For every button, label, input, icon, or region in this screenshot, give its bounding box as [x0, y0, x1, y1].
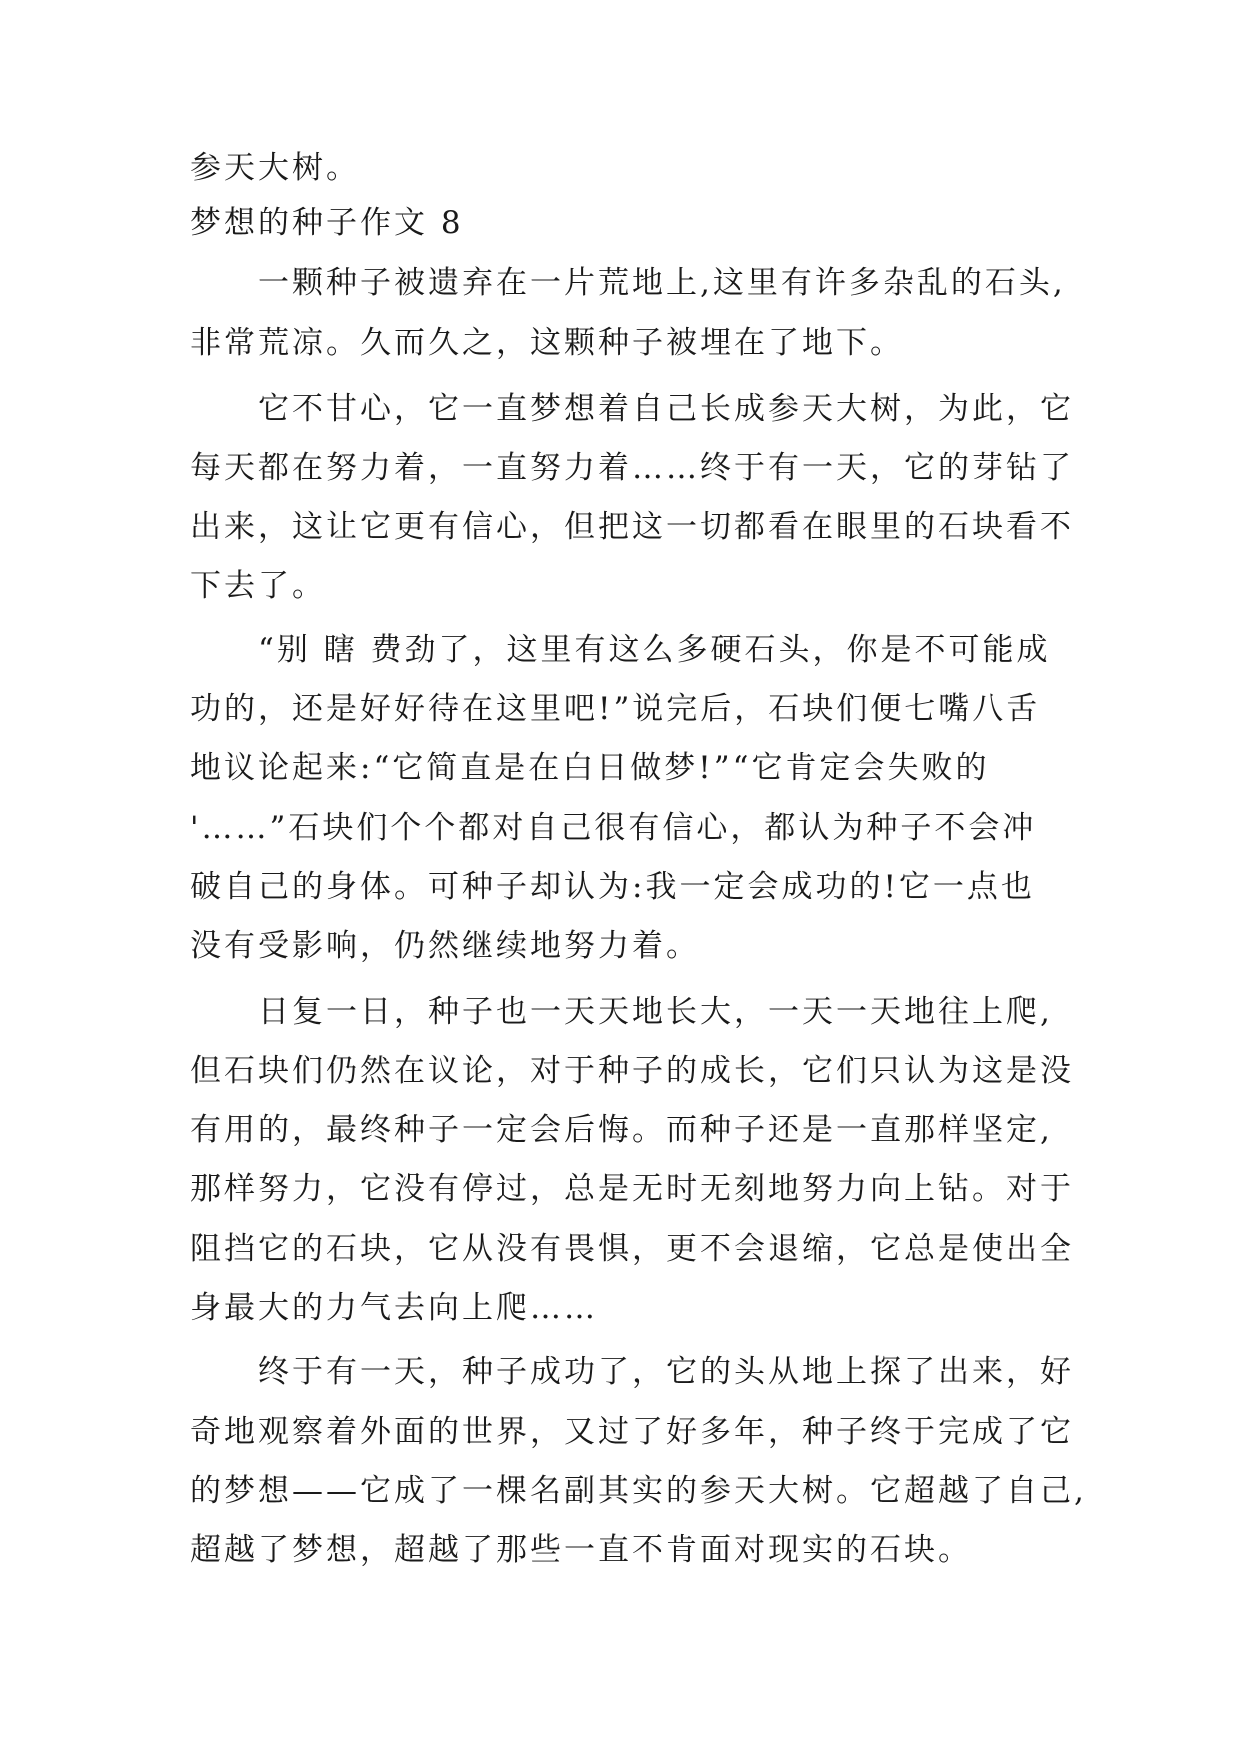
text-line: 超越了梦想，超越了那些一直不肯面对现实的石块。 — [190, 1532, 972, 1568]
text-line: 终于有一天，种子成功了，它的头从地上探了出来，好 — [258, 1354, 1074, 1390]
text-line: 没有受影响，仍然继续地努力着。 — [190, 928, 700, 964]
text-line: 身最大的力气去向上爬…… — [190, 1290, 598, 1326]
text-line: 阻挡它的石块，它从没有畏惧，更不会退缩，它总是使出全 — [190, 1231, 1074, 1267]
text-line: 参天大树。 — [190, 150, 360, 186]
text-line: 奇地观察着外面的世界，又过了好多年，种子终于完成了它 — [190, 1414, 1074, 1450]
text-line: 出来，这让它更有信心，但把这一切都看在眼里的石块看不 — [190, 509, 1074, 545]
text-line: 的梦想——它成了一棵名副其实的参天大树。它超越了自己, — [190, 1473, 1087, 1509]
text-line: 地议论起来:“它简直是在白日做梦!”“它肯定会失败的 — [190, 750, 990, 786]
text-line: '……”石块们个个都对自己很有信心，都认为种子不会冲 — [190, 810, 1037, 846]
text-line: 日复一日，种子也一天天地长大，一天一天地往上爬, — [258, 994, 1053, 1030]
text-line: 破自己的身体。可种子却认为:我一定会成功的!它一点也 — [190, 869, 1035, 905]
text-line: “别 瞎 费劲了，这里有这么多硬石头，你是不可能成 — [258, 632, 1051, 668]
text-line: 下去了。 — [190, 568, 326, 604]
text-line: 它不甘心，它一直梦想着自己长成参天大树，为此，它 — [258, 391, 1074, 427]
text-line: 那样努力，它没有停过，总是无时无刻地努力向上钻。对于 — [190, 1171, 1074, 1207]
essay-title: 梦想的种子作文 8 — [190, 205, 464, 241]
text-line: 但石块们仍然在议论，对于种子的成长，它们只认为这是没 — [190, 1053, 1074, 1089]
text-line: 非常荒凉。久而久之，这颗种子被埋在了地下。 — [190, 325, 904, 361]
text-line: 每天都在努力着，一直努力着……终于有一天，它的芽钻了 — [190, 450, 1074, 486]
text-line: 有用的，最终种子一定会后悔。而种子还是一直那样坚定, — [190, 1112, 1053, 1148]
text-line: 一颗种子被遗弃在一片荒地上,这里有许多杂乱的石头, — [258, 265, 1066, 301]
text-line: 功的，还是好好待在这里吧!”说完后，石块们便七嘴八舌 — [190, 691, 1041, 727]
